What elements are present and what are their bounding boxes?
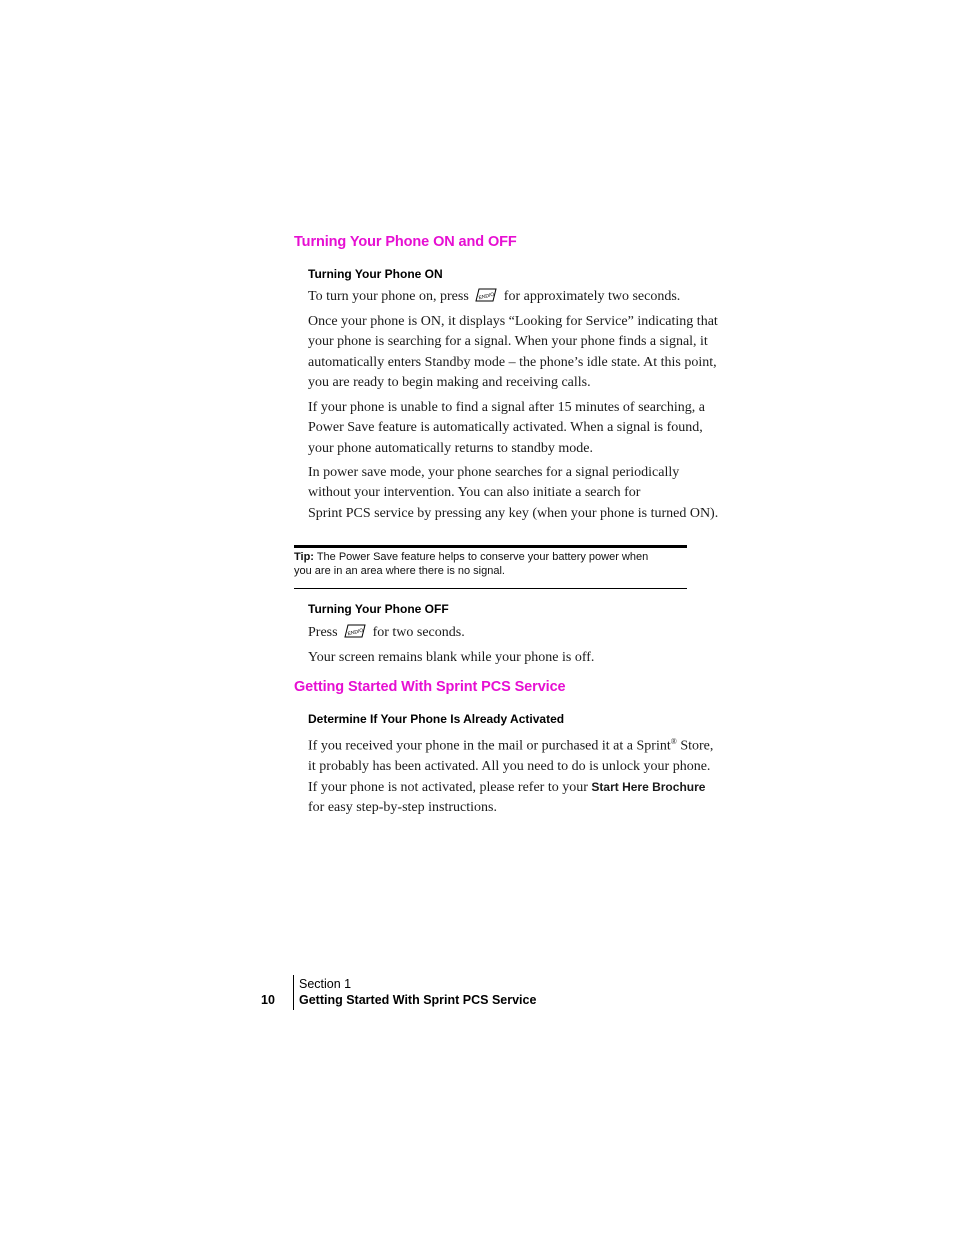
paragraph-line: your phone automatically returns to standby mode. [308,440,593,456]
end-key-label: END/O [347,627,365,638]
footer-section-label: Section 1 [299,977,352,991]
press-on-instruction [308,287,708,307]
paragraph-power-save-mode [308,463,719,524]
press-off-before: Press [308,625,338,640]
paragraph-received-phone [308,732,714,777]
section-heading-phone-on-off: Turning Your Phone ON and OFF [294,234,517,250]
paragraph-not-activated [308,777,706,819]
paragraph-line: your phone is searching for a signal. When your phone finds a signal, it [308,334,708,350]
paragraph-line: Sprint PCS service by pressing any key (when your phone is turned ON). [308,505,719,521]
subheading-turning-on: Turning Your Phone ON [308,267,443,281]
paragraph-line: it probably has been activated. All you need to do is unlock your phone. [308,759,711,775]
footer-divider [293,975,294,1010]
start-here-brochure: Start Here Brochure [591,780,706,794]
received-line1-after: Store, [676,738,714,754]
paragraph-power-save [308,398,705,459]
end-power-key-icon [474,287,498,304]
tip-top-rule [294,545,687,548]
tip-label: Tip: [294,551,314,563]
paragraph-looking-for-service [308,312,718,394]
section-heading-getting-started: Getting Started With Sprint PCS Service [294,679,566,695]
press-on-after: for approximately two seconds. [503,289,681,304]
tip-bottom-rule [294,588,687,589]
press-off-after: for two seconds. [372,625,465,640]
registered-mark: ® [670,737,677,746]
end-key-label: END/O [478,291,496,302]
paragraph-line: you are ready to begin making and receiving calls. [308,375,591,391]
page-number: 10 [261,993,275,1007]
paragraph-line: In power save mode, your phone searches for a signal periodically [308,465,680,480]
paragraph-line: Power Save feature is automatically activated. When a signal is found, [308,420,703,436]
tip-text-line2: you are in an area where there is no signal. [294,565,505,577]
subheading-turning-off: Turning Your Phone OFF [308,602,449,616]
paragraph-line: for easy step-by-step instructions. [308,800,497,816]
paragraph-line: If your phone is unable to find a signal after 15 minutes of searching, a [308,400,705,415]
paragraph-screen-blank [308,648,698,668]
press-off-instruction [308,623,698,643]
footer-section-title: Getting Started With Sprint PCS Service [299,993,537,1007]
paragraph-line: Your screen remains blank while your phone is off. [308,650,595,665]
subheading-determine-activated: Determine If Your Phone Is Already Activated [308,712,565,726]
tip-box [294,550,694,578]
paragraph-line: automatically enters Standby mode – the phone’s idle state. At this point, [308,354,717,370]
tip-text-line1: The Power Save feature helps to conserve your battery power when [316,551,649,563]
received-line1-before: If you received your phone in the mail or purchased it at a Sprint [308,738,671,754]
paragraph-line: without your intervention. You can also initiate a search for [308,485,641,501]
not-activated-before: If your phone is not activated, please refer to your [308,780,592,795]
end-power-key-icon [343,623,367,640]
press-on-before: To turn your phone on, press [308,289,469,304]
paragraph-line: Once your phone is ON, it displays “Looking for Service” indicating that [308,314,718,329]
